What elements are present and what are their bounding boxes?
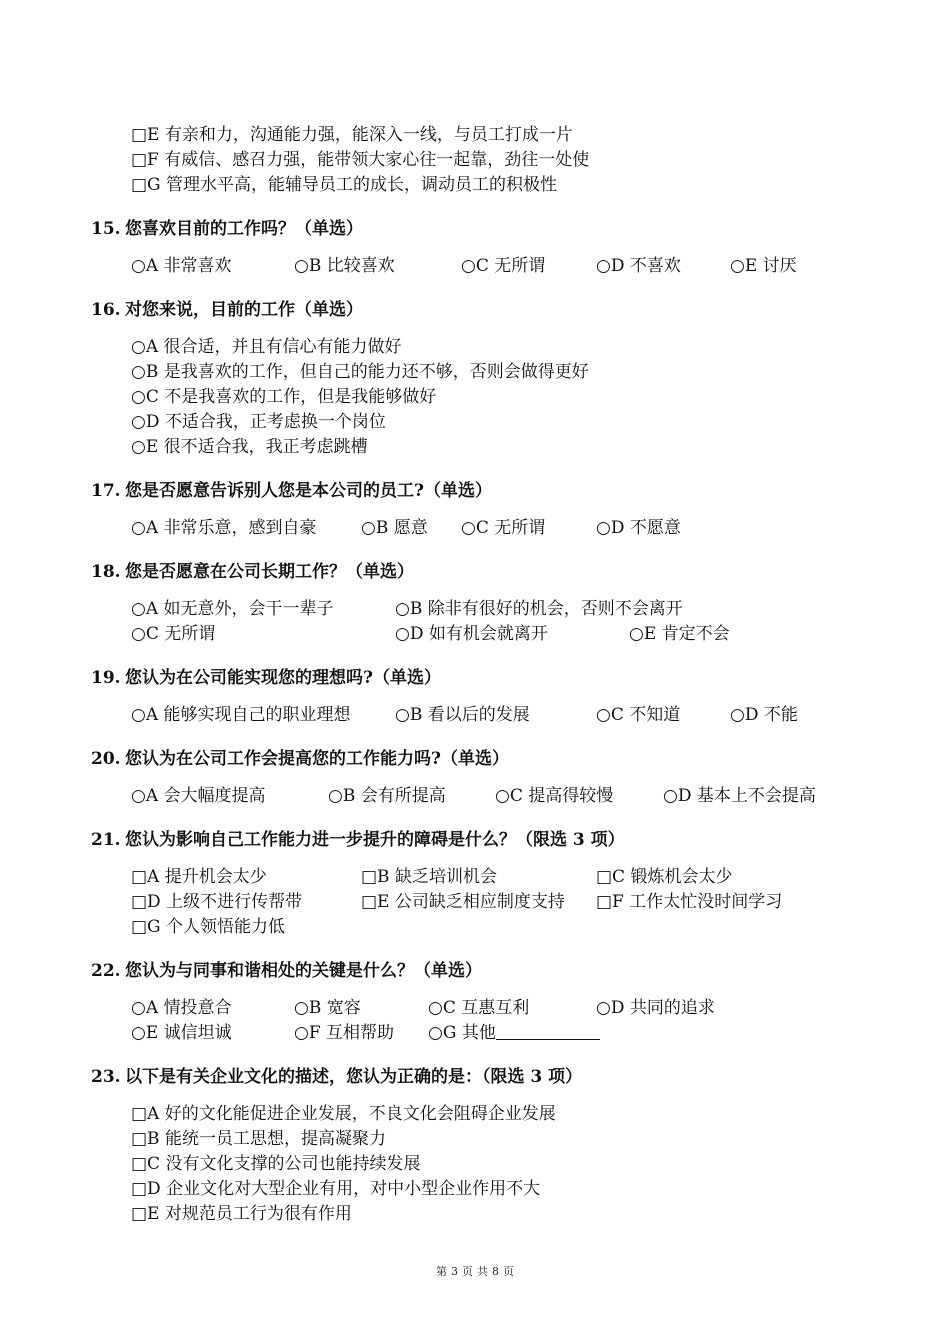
radio-option[interactable]: ○D 如有机会就离开 xyxy=(395,624,548,644)
question-22 xyxy=(91,960,482,982)
radio-option[interactable]: ○B 比较喜欢 xyxy=(294,256,395,276)
radio-option[interactable]: ○A 非常喜欢 xyxy=(131,256,232,276)
question-text: 您是否愿意告诉别人您是本公司的员工?（单选） xyxy=(125,481,492,501)
radio-option[interactable]: ○B 愿意 xyxy=(361,518,428,538)
radio-option[interactable]: ○B 会有所提高 xyxy=(328,786,446,806)
question-text: 您认为在公司能实现您的理想吗?（单选） xyxy=(125,668,441,688)
checkbox-option[interactable]: □B 能统一员工思想，提高凝聚力 xyxy=(131,1129,386,1149)
radio-option[interactable]: ○C 互惠互利 xyxy=(428,998,530,1018)
question-text: 您认为与同事和谐相处的关键是什么？（单选） xyxy=(125,961,482,981)
radio-option[interactable]: ○D 基本上不会提高 xyxy=(663,786,816,806)
radio-option[interactable]: ○C 无所谓 xyxy=(461,256,546,276)
question-number: 22. xyxy=(91,961,121,981)
radio-option[interactable]: ○A 能够实现自己的职业理想 xyxy=(131,705,351,725)
radio-option[interactable]: ○C 无所谓 xyxy=(131,624,216,644)
radio-option[interactable]: ○E 讨厌 xyxy=(730,256,797,276)
radio-option[interactable]: ○D 不愿意 xyxy=(596,518,681,538)
radio-option[interactable]: ○B 除非有很好的机会，否则不会离开 xyxy=(395,599,683,619)
question-19 xyxy=(91,667,441,689)
footer-label: 页 xyxy=(503,1265,514,1278)
checkbox-option[interactable]: □D 企业文化对大型企业有用，对中小型企业作用不大 xyxy=(131,1179,541,1199)
checkbox-option[interactable]: □D 上级不进行传帮带 xyxy=(131,892,303,912)
radio-option[interactable]: ○E 诚信坦诚 xyxy=(131,1023,232,1043)
radio-option[interactable]: ○C 提高得较慢 xyxy=(495,786,614,806)
radio-option[interactable]: ○A 会大幅度提高 xyxy=(131,786,266,806)
question-20 xyxy=(91,748,509,770)
checkbox-option[interactable]: □G 管理水平高，能辅导员工的成长，调动员工的积极性 xyxy=(131,175,558,195)
question-text: 您喜欢目前的工作吗？（单选） xyxy=(125,219,363,239)
radio-option[interactable]: ○B 看以后的发展 xyxy=(395,705,530,725)
footer-label: 页 xyxy=(462,1265,473,1278)
question-number: 19. xyxy=(91,668,121,688)
checkbox-option[interactable]: □A 提升机会太少 xyxy=(131,867,267,887)
question-text: 以下是有关企业文化的描述，您认为正确的是：（限选 3 项） xyxy=(125,1067,583,1087)
radio-option[interactable]: ○B 是我喜欢的工作，但自己的能力还不够，否则会做得更好 xyxy=(131,362,589,382)
question-number: 21. xyxy=(91,830,121,850)
footer-label: 共 xyxy=(477,1265,488,1278)
other-label: ○G 其他 xyxy=(428,1023,496,1043)
question-18 xyxy=(91,561,414,583)
radio-option[interactable]: ○D 不能 xyxy=(730,705,798,725)
question-21 xyxy=(91,829,625,851)
radio-option[interactable]: ○A 很合适，并且有信心有能力做好 xyxy=(131,337,402,357)
current-page-number: 3 xyxy=(451,1265,458,1278)
radio-option[interactable]: ○A 情投意合 xyxy=(131,998,232,1018)
radio-option[interactable]: ○A 如无意外，会干一辈子 xyxy=(131,599,334,619)
radio-option[interactable]: ○C 无所谓 xyxy=(461,518,546,538)
checkbox-option[interactable]: □B 缺乏培训机会 xyxy=(361,867,497,887)
question-23 xyxy=(91,1066,582,1088)
radio-option[interactable]: ○B 宽容 xyxy=(294,998,361,1018)
question-number: 15. xyxy=(91,219,121,239)
question-number: 20. xyxy=(91,749,121,769)
question-text: 对您来说，目前的工作（单选） xyxy=(125,300,363,320)
question-number: 18. xyxy=(91,562,121,582)
checkbox-option[interactable]: □F 有威信、感召力强，能带领大家心往一起靠，劲往一处使 xyxy=(131,150,590,170)
question-text: 您是否愿意在公司长期工作？（单选） xyxy=(125,562,414,582)
checkbox-option[interactable]: □C 锻炼机会太少 xyxy=(596,867,733,887)
checkbox-option[interactable]: □G 个人领悟能力低 xyxy=(131,917,286,937)
radio-option-other[interactable] xyxy=(428,1022,600,1044)
radio-option[interactable]: ○D 共同的追求 xyxy=(596,998,715,1018)
radio-option[interactable]: ○E 肯定不会 xyxy=(629,624,730,644)
checkbox-option[interactable]: □E 公司缺乏相应制度支持 xyxy=(361,892,565,912)
question-number: 17. xyxy=(91,481,121,501)
total-pages-number: 8 xyxy=(492,1265,499,1278)
checkbox-option[interactable]: □E 对规范员工行为很有作用 xyxy=(131,1204,352,1224)
question-text: 您认为在公司工作会提高您的工作能力吗?（单选） xyxy=(125,749,509,769)
radio-option[interactable]: ○C 不是我喜欢的工作，但是我能够做好 xyxy=(131,387,437,407)
question-16 xyxy=(91,299,363,321)
checkbox-option[interactable]: □F 工作太忙没时间学习 xyxy=(596,892,783,912)
checkbox-option[interactable]: □C 没有文化支撑的公司也能持续发展 xyxy=(131,1154,421,1174)
radio-option[interactable]: ○D 不适合我，正考虑换一个岗位 xyxy=(131,412,386,432)
other-fill-blank[interactable] xyxy=(496,1023,600,1040)
question-number: 23. xyxy=(91,1067,121,1087)
checkbox-option[interactable]: □A 好的文化能促进企业发展，不良文化会阻碍企业发展 xyxy=(131,1104,556,1124)
question-number: 16. xyxy=(91,300,121,320)
footer-label: 第 xyxy=(436,1265,447,1278)
page-footer xyxy=(0,1263,950,1279)
radio-option[interactable]: ○D 不喜欢 xyxy=(596,256,681,276)
radio-option[interactable]: ○C 不知道 xyxy=(596,705,681,725)
radio-option[interactable]: ○E 很不适合我，我正考虑跳槽 xyxy=(131,437,368,457)
radio-option[interactable]: ○F 互相帮助 xyxy=(294,1023,395,1043)
question-text: 您认为影响自己工作能力进一步提升的障碍是什么？（限选 3 项） xyxy=(125,830,625,850)
question-17 xyxy=(91,480,492,502)
checkbox-option[interactable]: □E 有亲和力，沟通能力强，能深入一线，与员工打成一片 xyxy=(131,125,573,145)
question-15 xyxy=(91,218,363,240)
radio-option[interactable]: ○A 非常乐意，感到自豪 xyxy=(131,518,317,538)
